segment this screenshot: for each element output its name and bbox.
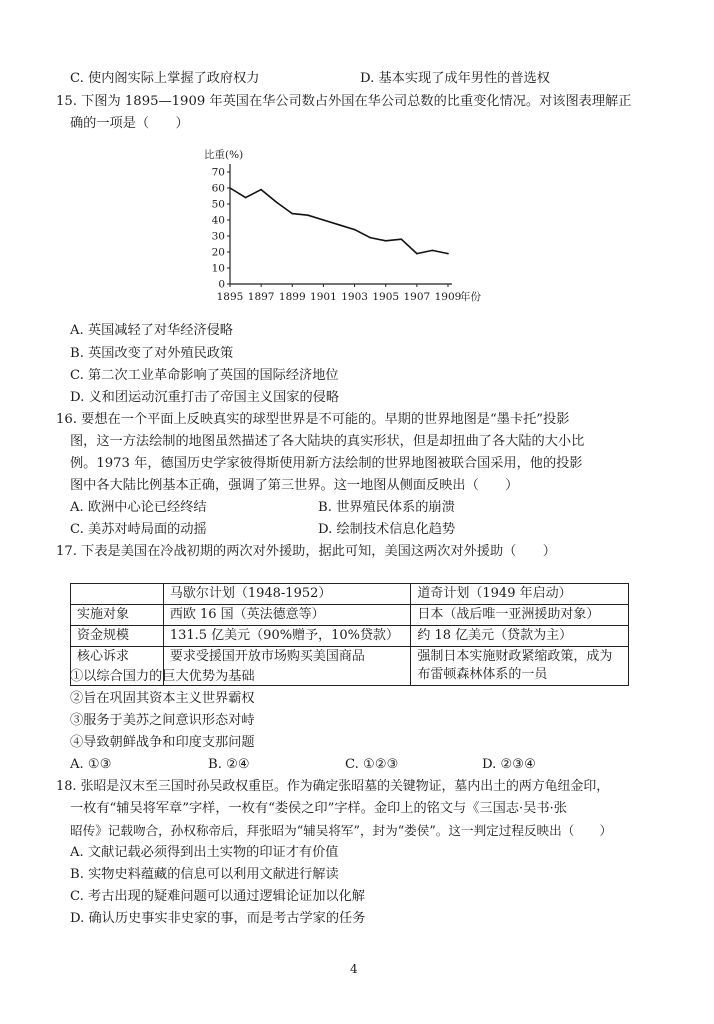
y-axis-label: 比重(%) (204, 149, 244, 161)
q17-statement-4: ④导致朝鲜战争和印度支那问题 (70, 735, 255, 750)
data-point (291, 213, 293, 215)
data-point (385, 240, 387, 242)
table-cell: 约 18 亿美元（贷款为主） (411, 626, 629, 647)
q15-option-a: A. 英国减轻了对华经济侵略 (70, 323, 233, 338)
q17-option-d: D. ②③④ (482, 757, 536, 772)
q15-option-d: D. 义和团运动沉重打击了帝国主义国家的侵略 (70, 390, 340, 405)
x-tick-label: 1895 (216, 291, 244, 303)
table-cell: 日本（战后唯一亚洲援助对象） (411, 605, 629, 626)
table-cell: 实施对象 (71, 605, 164, 626)
table-cell (71, 584, 164, 605)
y-tick-label: 20 (211, 246, 225, 259)
q18-stem-line-3: 昭传》记载吻合，孙权称帝后，拜张昭为“辅吴将军”，封为“娄侯”。这一判定过程反映出（ ） (70, 823, 613, 838)
data-point (307, 214, 309, 216)
q16-option-b: B. 世界殖民体系的崩溃 (318, 500, 455, 515)
data-point (338, 224, 340, 226)
table-row (71, 626, 629, 647)
x-tick-label: 1901 (310, 291, 337, 303)
data-point (432, 250, 434, 252)
data-point (323, 219, 325, 221)
x-tick-label: 1903 (341, 291, 368, 303)
table-cell: 马歇尔计划（1948-1952） (163, 584, 411, 605)
table-row (71, 605, 629, 626)
q17-option-a: A. ①③ (70, 757, 112, 772)
y-tick-label: 50 (211, 198, 225, 211)
q16-stem-line-2: 图，这一方法绘制的地图虽然描述了各大陆块的真实形状，但是却扭曲了各大陆的大小比 (70, 434, 585, 449)
q18-option-b: B. 实物史料蕴藏的信息可以利用文献进行解读 (70, 867, 339, 882)
x-tick-label: 1897 (247, 291, 275, 303)
x-tick-label: 1899 (278, 291, 306, 303)
q15-stem-line-2: 确的一项是（ ） (70, 116, 189, 131)
q17-stem: 17. 下表是美国在冷战初期的两次对外援助，据此可知，美国这两次对外援助（ ） (56, 544, 556, 559)
q16-stem-line-1: 16. 要想在一个平面上反映真实的球型世界是不可能的。早期的世界地图是“墨卡托”投影 (56, 412, 570, 427)
table-cell: 131.5 亿美元（90%赠予，10%贷款） (163, 626, 411, 647)
q14-option-d: D. 基本实现了成年男性的普选权 (360, 71, 550, 86)
data-point (400, 238, 402, 240)
table-cell: 道奇计划（1949 年启动） (411, 584, 629, 605)
data-point (416, 253, 418, 255)
table-cell: 要求受援国开放市场购买美国商品 (163, 647, 411, 686)
q16-option-a: A. 欧洲中心论已经终结 (70, 500, 207, 515)
q18-option-a: A. 文献记载必须得到出土实物的印证才有价值 (70, 845, 339, 860)
q17-statement-3: ③服务于美苏之间意识形态对峙 (70, 713, 255, 728)
y-tick-label: 10 (211, 262, 225, 275)
q16-option-d: D. 绘制技术信息化趋势 (318, 522, 456, 537)
y-tick-label: 70 (211, 166, 225, 179)
q16-option-c: C. 美苏对峙局面的动摇 (70, 522, 207, 537)
q15-line-chart (190, 148, 510, 313)
q14-option-c: C. 使内阁实际上掌握了政府权力 (70, 71, 260, 86)
q17-statement-2: ②旨在巩固其资本主义世界霸权 (70, 691, 255, 706)
table-cell: 强制日本实施财政紧缩政策，成为布雷顿森林体系的一员 (411, 647, 629, 686)
data-point (369, 237, 371, 239)
q17-statement-1: ①以综合国力的巨大优势为基础 (70, 669, 255, 684)
x-axis-label: 年份 (460, 291, 481, 303)
table-cell: 西欧 16 国（英法德意等） (163, 605, 411, 626)
page-number: 4 (350, 962, 358, 976)
q16-stem-line-3: 例。1973 年，德国历史学家彼得斯使用新方法绘制的世界地图被联合国采用，他的投影 (70, 456, 583, 471)
x-tick-label: 1909 (434, 291, 462, 303)
y-tick-label: 60 (211, 182, 225, 195)
series-line (230, 188, 448, 254)
q15-option-b: B. 英国改变了对外殖民政策 (70, 346, 234, 361)
q15-option-c: C. 第二次工业革命影响了英国的国际经济地位 (70, 368, 339, 383)
x-tick-label: 1907 (403, 291, 431, 303)
q18-stem-line-2: 一枚有“辅吴将军章”字样，一枚有“娄侯之印”字样。金印上的铭文与《三国志·吴书·张 (70, 801, 567, 816)
q18-option-c: C. 考古出现的疑难问题可以通过逻辑论证加以化解 (70, 889, 365, 904)
x-tick-label: 1905 (372, 291, 400, 303)
data-point (276, 202, 278, 204)
y-tick-label: 0 (218, 278, 225, 291)
table-header-row (71, 584, 629, 605)
table-cell: 核心诉求 (71, 647, 164, 686)
data-point (447, 253, 449, 255)
q18-stem-line-1: 18. 张昭是汉末至三国时孙吴政权重臣。作为确定张昭墓的关键物证，墓内出土的两方龟纽金印， (56, 779, 610, 794)
q17-option-c: C. ①②③ (345, 757, 399, 772)
q15-stem-line-1: 15. 下图为 1895—1909 年英国在华公司数占外国在华公司总数的比重变化情况。对该图表理解正 (56, 94, 632, 109)
y-tick-label: 40 (211, 214, 225, 227)
q18-option-d: D. 确认历史事实非史家的事，而是考古学家的任务 (70, 911, 366, 926)
data-point (260, 189, 262, 191)
data-point (229, 187, 231, 189)
table-cell: 资金规模 (71, 626, 164, 647)
q16-stem-line-4: 图中各大陆比例基本正确，强调了第三世界。这一地图从侧面反映出（ ） (70, 478, 519, 493)
y-tick-label: 30 (211, 230, 225, 243)
q17-option-b: B. ②④ (208, 757, 250, 772)
data-point (245, 197, 247, 199)
data-point (354, 229, 356, 231)
